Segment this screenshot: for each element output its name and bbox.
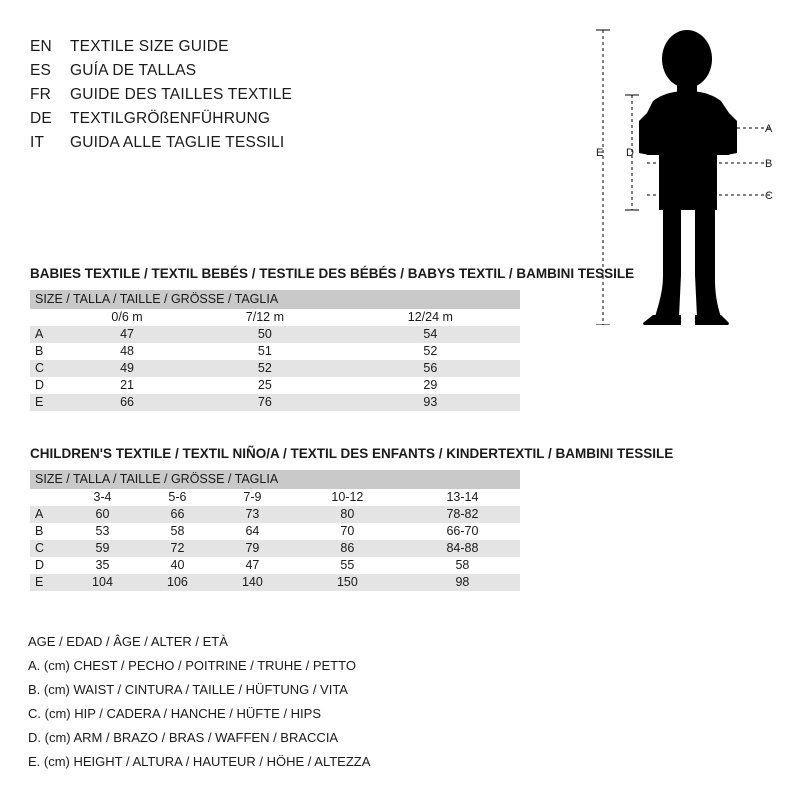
cell-value: 40 <box>140 557 215 574</box>
marker-label-d: D <box>626 147 634 159</box>
cell-value: 73 <box>215 506 290 523</box>
cell-value: 98 <box>405 574 520 591</box>
cell-value: 59 <box>65 540 140 557</box>
table-row <box>30 326 520 343</box>
table-column-header-row <box>30 309 520 326</box>
cell-value: 106 <box>140 574 215 591</box>
cell-value: 56 <box>341 360 520 377</box>
language-code: FR <box>30 86 52 103</box>
cell-value: 70 <box>290 523 405 540</box>
row-label: C <box>30 360 65 377</box>
cell-value: 54 <box>341 326 520 343</box>
cell-value: 80 <box>290 506 405 523</box>
cell-value: 29 <box>341 377 520 394</box>
cell-value: 60 <box>65 506 140 523</box>
cell-value: 47 <box>215 557 290 574</box>
legend-item: D. (cm) ARM / BRAZO / BRAS / WAFFEN / BRACCIA <box>28 730 339 745</box>
column-header: 0/6 m <box>65 309 189 326</box>
cell-value: 52 <box>341 343 520 360</box>
cell-value: 25 <box>189 377 341 394</box>
legend-item: C. (cm) HIP / CADERA / HANCHE / HÜFTE / HIPS <box>28 706 322 721</box>
table-row <box>30 360 520 377</box>
marker-label-b: B <box>765 158 773 170</box>
cell-value: 72 <box>140 540 215 557</box>
cell-value: 52 <box>189 360 341 377</box>
table-row <box>30 557 520 574</box>
row-label: A <box>30 326 65 343</box>
legend-title: AGE / EDAD / ÂGE / ALTER / ETÀ <box>28 634 228 649</box>
language-row <box>30 38 550 62</box>
corner-cell <box>30 489 65 506</box>
legend-item: B. (cm) WAIST / CINTURA / TAILLE / HÜFTUNG / VITA <box>28 682 348 697</box>
cell-value: 55 <box>290 557 405 574</box>
cell-value: 66 <box>65 394 189 411</box>
table-band-header <box>30 470 520 489</box>
cell-value: 79 <box>215 540 290 557</box>
cell-value: 76 <box>189 394 341 411</box>
table-row <box>30 343 520 360</box>
row-label: B <box>30 523 65 540</box>
cell-value: 86 <box>290 540 405 557</box>
cell-value: 66-70 <box>405 523 520 540</box>
marker-label-e: E <box>596 147 604 159</box>
legend-item: A. (cm) CHEST / PECHO / POITRINE / TRUHE / PETTO <box>28 658 356 673</box>
language-row <box>30 110 550 134</box>
column-header: 5-6 <box>140 489 215 506</box>
children-section-heading: CHILDREN'S TEXTILE / TEXTIL NIÑO/A / TEXTIL DES ENFANTS / KINDERTEXTIL / BAMBINI TESSILE <box>30 446 674 461</box>
row-label: A <box>30 506 65 523</box>
band-label: SIZE / TALLA / TAILLE / GRÖSSE / TAGLIA <box>30 470 520 489</box>
marker-label-c: C <box>765 190 773 202</box>
cell-value: 84-88 <box>405 540 520 557</box>
measurement-legend <box>28 630 370 774</box>
cell-value: 140 <box>215 574 290 591</box>
corner-cell <box>30 309 65 326</box>
table-band-header <box>30 290 520 309</box>
cell-value: 53 <box>65 523 140 540</box>
language-text: GUÍA DE TALLAS <box>70 62 197 79</box>
language-row <box>30 62 550 86</box>
legend-item: E. (cm) HEIGHT / ALTURA / HAUTEUR / HÖHE / ALTEZZA <box>28 754 371 769</box>
cell-value: 50 <box>189 326 341 343</box>
body-measurement-diagram <box>575 25 790 325</box>
cell-value: 150 <box>290 574 405 591</box>
cell-value: 48 <box>65 343 189 360</box>
language-code: ES <box>30 62 52 79</box>
cell-value: 51 <box>189 343 341 360</box>
language-code: DE <box>30 110 52 127</box>
language-code: EN <box>30 38 52 55</box>
row-label: D <box>30 377 65 394</box>
band-label: SIZE / TALLA / TAILLE / GRÖSSE / TAGLIA <box>30 290 520 309</box>
column-header: 7/12 m <box>189 309 341 326</box>
language-text: TEXTILGRÖßENFÜHRUNG <box>70 110 271 127</box>
column-header: 13-14 <box>405 489 520 506</box>
babies-section-heading: BABIES TEXTILE / TEXTIL BEBÉS / TESTILE DES BÉBÉS / BABYS TEXTIL / BAMBINI TESSILE <box>30 266 635 281</box>
cell-value: 104 <box>65 574 140 591</box>
language-text: GUIDA ALLE TAGLIE TESSILI <box>70 134 285 151</box>
cell-value: 35 <box>65 557 140 574</box>
row-label: E <box>30 574 65 591</box>
table-column-header-row <box>30 489 520 506</box>
cell-value: 58 <box>405 557 520 574</box>
row-label: D <box>30 557 65 574</box>
cell-value: 58 <box>140 523 215 540</box>
language-row <box>30 134 550 158</box>
language-code: IT <box>30 134 45 151</box>
children-size-table <box>30 470 520 591</box>
cell-value: 49 <box>65 360 189 377</box>
language-text: GUIDE DES TAILLES TEXTILE <box>70 86 293 103</box>
column-header: 7-9 <box>215 489 290 506</box>
row-label: E <box>30 394 65 411</box>
row-label: B <box>30 343 65 360</box>
language-title-block <box>30 38 550 158</box>
table-row <box>30 523 520 540</box>
table-row <box>30 574 520 591</box>
cell-value: 21 <box>65 377 189 394</box>
row-label: C <box>30 540 65 557</box>
column-header: 3-4 <box>65 489 140 506</box>
table-row <box>30 506 520 523</box>
cell-value: 93 <box>341 394 520 411</box>
babies-size-table <box>30 290 520 411</box>
cell-value: 66 <box>140 506 215 523</box>
language-text: TEXTILE SIZE GUIDE <box>70 38 229 55</box>
cell-value: 64 <box>215 523 290 540</box>
language-row <box>30 86 550 110</box>
column-header: 12/24 m <box>341 309 520 326</box>
marker-label-a: A <box>765 123 773 135</box>
table-row <box>30 540 520 557</box>
table-row <box>30 394 520 411</box>
column-header: 10-12 <box>290 489 405 506</box>
cell-value: 47 <box>65 326 189 343</box>
child-silhouette <box>639 30 737 325</box>
cell-value: 78-82 <box>405 506 520 523</box>
table-row <box>30 377 520 394</box>
